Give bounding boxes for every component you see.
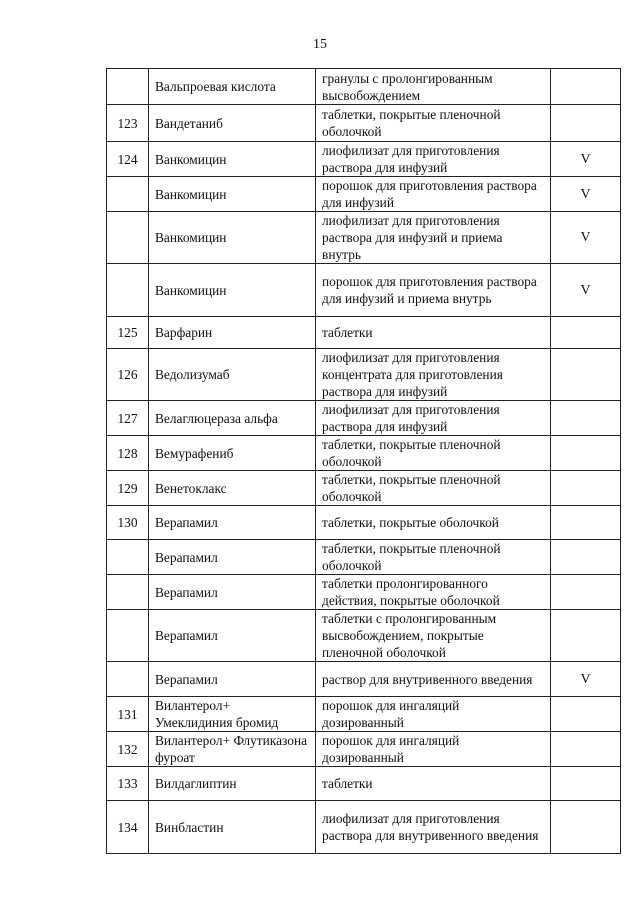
drug-name: Венетоклакс [149,471,316,506]
row-number: 134 [107,801,149,854]
mark-cell [551,506,621,540]
row-number [107,264,149,317]
table-row [107,471,621,506]
mark-cell [551,575,621,610]
dosage-form: порошок для приготовления раствора для инфузий и приема внутрь [316,264,551,317]
mark-cell [551,610,621,662]
drug-name: Верапамил [149,506,316,540]
dosage-form: таблетки, покрытые пленочной оболочкой [316,471,551,506]
dosage-form: лиофилизат для приготовления раствора для инфузий [316,401,551,436]
row-number [107,540,149,575]
mark-cell [551,69,621,105]
row-number: 125 [107,317,149,349]
medication-table [106,68,621,854]
table-row [107,349,621,401]
drug-name: Ванкомицин [149,142,316,177]
row-number [107,69,149,105]
dosage-form: лиофилизат для приготовления раствора для внутривенного введения [316,801,551,854]
table-row [107,105,621,142]
dosage-form: лиофилизат для приготовления раствора для инфузий и приема внутрь [316,212,551,264]
drug-name: Ванкомицин [149,264,316,317]
drug-name: Ванкомицин [149,212,316,264]
drug-name: Вандетаниб [149,105,316,142]
mark-cell: V [551,177,621,212]
dosage-form: таблетки, покрытые оболочкой [316,506,551,540]
row-number: 128 [107,436,149,471]
drug-name: Верапамил [149,575,316,610]
table-row [107,767,621,801]
drug-name: Вилантерол+ Умеклидиния бромид [149,697,316,732]
row-number [107,575,149,610]
dosage-form: таблетки [316,767,551,801]
table-row [107,264,621,317]
row-number [107,177,149,212]
row-number: 129 [107,471,149,506]
mark-cell [551,471,621,506]
dosage-form: таблетки с пролонгированным высвобождением, покрытые пленочной оболочкой [316,610,551,662]
dosage-form: таблетки [316,317,551,349]
drug-name: Ванкомицин [149,177,316,212]
drug-name: Варфарин [149,317,316,349]
dosage-form: таблетки, покрытые пленочной оболочкой [316,105,551,142]
table-row [107,610,621,662]
table-row [107,212,621,264]
table-row [107,575,621,610]
drug-name: Вилантерол+ Флутиказона фуроат [149,732,316,767]
row-number: 123 [107,105,149,142]
drug-name: Верапамил [149,540,316,575]
row-number: 126 [107,349,149,401]
table-row [107,69,621,105]
row-number: 124 [107,142,149,177]
table-row [107,177,621,212]
table-row [107,662,621,697]
row-number: 130 [107,506,149,540]
dosage-form: раствор для внутривенного введения [316,662,551,697]
mark-cell: V [551,662,621,697]
mark-cell [551,732,621,767]
dosage-form: лиофилизат для приготовления концентрата для приготовления раствора для инфузий [316,349,551,401]
drug-name: Велаглюцераза альфа [149,401,316,436]
mark-cell: V [551,142,621,177]
drug-name: Винбластин [149,801,316,854]
drug-name: Вальпроевая кислота [149,69,316,105]
drug-name: Вилдаглиптин [149,767,316,801]
dosage-form: порошок для ингаляций дозированный [316,697,551,732]
table-row [107,506,621,540]
drug-name: Верапамил [149,610,316,662]
mark-cell [551,540,621,575]
table-row [107,697,621,732]
dosage-form: таблетки, покрытые пленочной оболочкой [316,540,551,575]
mark-cell [551,767,621,801]
mark-cell [551,401,621,436]
row-number: 131 [107,697,149,732]
row-number [107,212,149,264]
dosage-form: таблетки, покрытые пленочной оболочкой [316,436,551,471]
row-number: 127 [107,401,149,436]
table-row [107,801,621,854]
mark-cell [551,105,621,142]
mark-cell [551,436,621,471]
drug-name: Ведолизумаб [149,349,316,401]
table-row [107,142,621,177]
row-number: 133 [107,767,149,801]
row-number [107,662,149,697]
drug-name: Верапамил [149,662,316,697]
page-number: 15 [313,37,327,52]
row-number: 132 [107,732,149,767]
mark-cell: V [551,264,621,317]
table-row [107,436,621,471]
table-row [107,540,621,575]
mark-cell: V [551,212,621,264]
table-row [107,732,621,767]
dosage-form: порошок для приготовления раствора для инфузий [316,177,551,212]
table-row [107,401,621,436]
table-row [107,317,621,349]
row-number [107,610,149,662]
dosage-form: таблетки пролонгированного действия, покрытые оболочкой [316,575,551,610]
mark-cell [551,349,621,401]
mark-cell [551,801,621,854]
mark-cell [551,697,621,732]
drug-name: Вемурафениб [149,436,316,471]
dosage-form: лиофилизат для приготовления раствора для инфузий [316,142,551,177]
mark-cell [551,317,621,349]
dosage-form: порошок для ингаляций дозированный [316,732,551,767]
dosage-form: гранулы с пролонгированным высвобождением [316,69,551,105]
